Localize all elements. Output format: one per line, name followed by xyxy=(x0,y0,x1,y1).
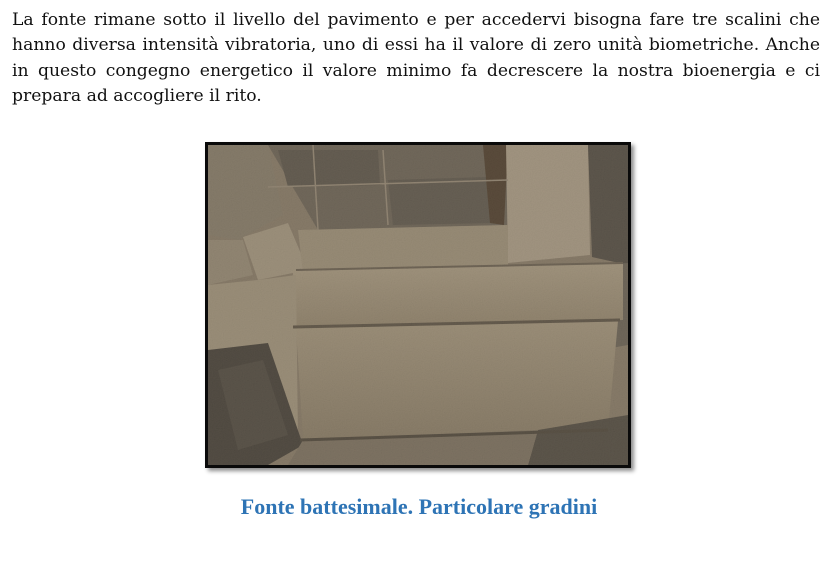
stone-steps-photo xyxy=(205,142,631,468)
body-paragraph: La fonte rimane sotto il livello del pavimento e per accedervi bisogna fare tre scalini che hanno diversa intensità vibratoria, uno di essi ha il valore di zero unità biometriche. Anche in questo congegno energetico il valore minimo fa decrescere la nostra bioenergia e ci prepara ad accogliere il rito. xyxy=(12,10,820,106)
figure-caption: Fonte battesimale. Particolare gradini xyxy=(240,494,598,519)
stone-steps-illustration xyxy=(208,145,628,465)
